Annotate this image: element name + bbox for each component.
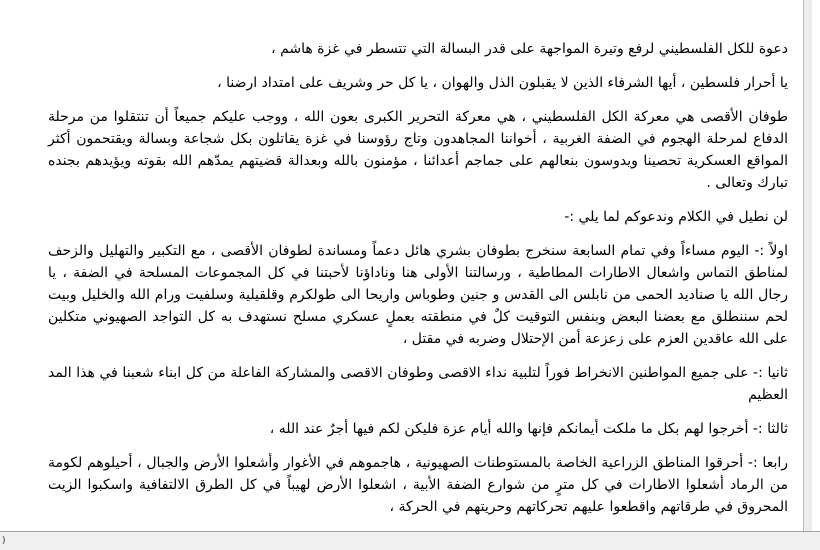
vertical-scrollbar[interactable] <box>803 0 812 532</box>
paragraph-third: ثالثا :- أخرجوا لهم بكل ما ملكت أيمانكم فإنها والله أيام عزة فليكن لكم فيها أجرٌ عند الله ، <box>269 421 788 437</box>
status-bar <box>0 531 820 550</box>
paragraph-title: دعوة للكل الفلسطيني لرفع وتيرة المواجهة على قدر البسالة التي تتسطر في غزة هاشم ، <box>271 41 788 57</box>
paragraph-second: ثانيا :- على جميع المواطنين الانخراط فوراً لتلبية نداء الاقصى وطوفان الاقصى والمشاركة الفاعلة من كل ابناء شعبنا في هذا المد العظيم <box>48 365 788 403</box>
document-body[interactable] <box>48 38 788 530</box>
paragraph-first: اولاً :- اليوم مساءاً وفي تمام السابعة سنخرج بطوفان بشري هائل دعماً ومساندة لطوفان الأقصى ، مع التكبير والتهليل والزحف لمناطق التماس واشعال الاطارات المطاطية ، ورسالتنا الأولى هنا وناداؤنا لأحبتنا في كل المجموعات المسلحة في الضفة ، يا رجال الله يا صناديد الحمى من نابلس الى القدس و جنين وطوباس واريحا الى طولكرم وقلقيلية وسلفيت ورام الله والخليل وبيت لحم سننطلق مع بعضنا البعض وبنفس التوقيت كلٌ في منطقته بعملٍ عسكري مسلح نستهدف به كل التواجد الصهيوني متكلين على الله عاقدين العزم على زعزعة أمن الإحتلال وضربه في مقتل ، <box>48 243 788 347</box>
status-text: ) <box>2 536 6 546</box>
paragraph-intro: طوفان الأقصى هي معركة الكل الفلسطيني ، هي معركة التحرير الكبرى بعون الله ، ووجب عليكم جميعاً أن تنتقلوا من مرحلة الدفاع لمرحلة الهجوم في الضفة الغربية ، أخواننا المجاهدون وتاج رؤوسنا في غزة يقاتلون بكل شجاعة وبسالة ويقتحمون أكثر المواقع العسكرية تحصينا ويدوسون بنعالهم على جماجم أعدائنا ، مؤمنون بالله وبعدالة قضيتهم يمدّهم الله بقوته ويؤيدهم بجنده تبارك وتعالى . <box>48 109 788 191</box>
paragraph-fourth: رابعا :- أحرقوا المناطق الزراعية الخاصة بالمستوطنات الصهيونية ، هاجموهم في الأغوار وأشعلوا الأرض والجبال ، أحيلوهم لكومة من الرماد أشعلوا الاطارات في كل مترٍ من شوارع الضفة الأبية ، اشعلوا الأرض لهيباً في كل الطرق الالتفافية واسكبوا الزيت المحروق في طرقاتهم واقطعوا عليهم تحركاتهم وحريتهم في الحركة ، <box>48 455 788 515</box>
paragraph-call: لن نطيل في الكلام وندعوكم لما يلي :- <box>564 209 788 225</box>
paragraph-address: يا أحرار فلسطين ، أيها الشرفاء الذين لا يقبلون الذل والهوان ، يا كل حر وشريف على امتداد ارضنا ، <box>217 75 788 91</box>
